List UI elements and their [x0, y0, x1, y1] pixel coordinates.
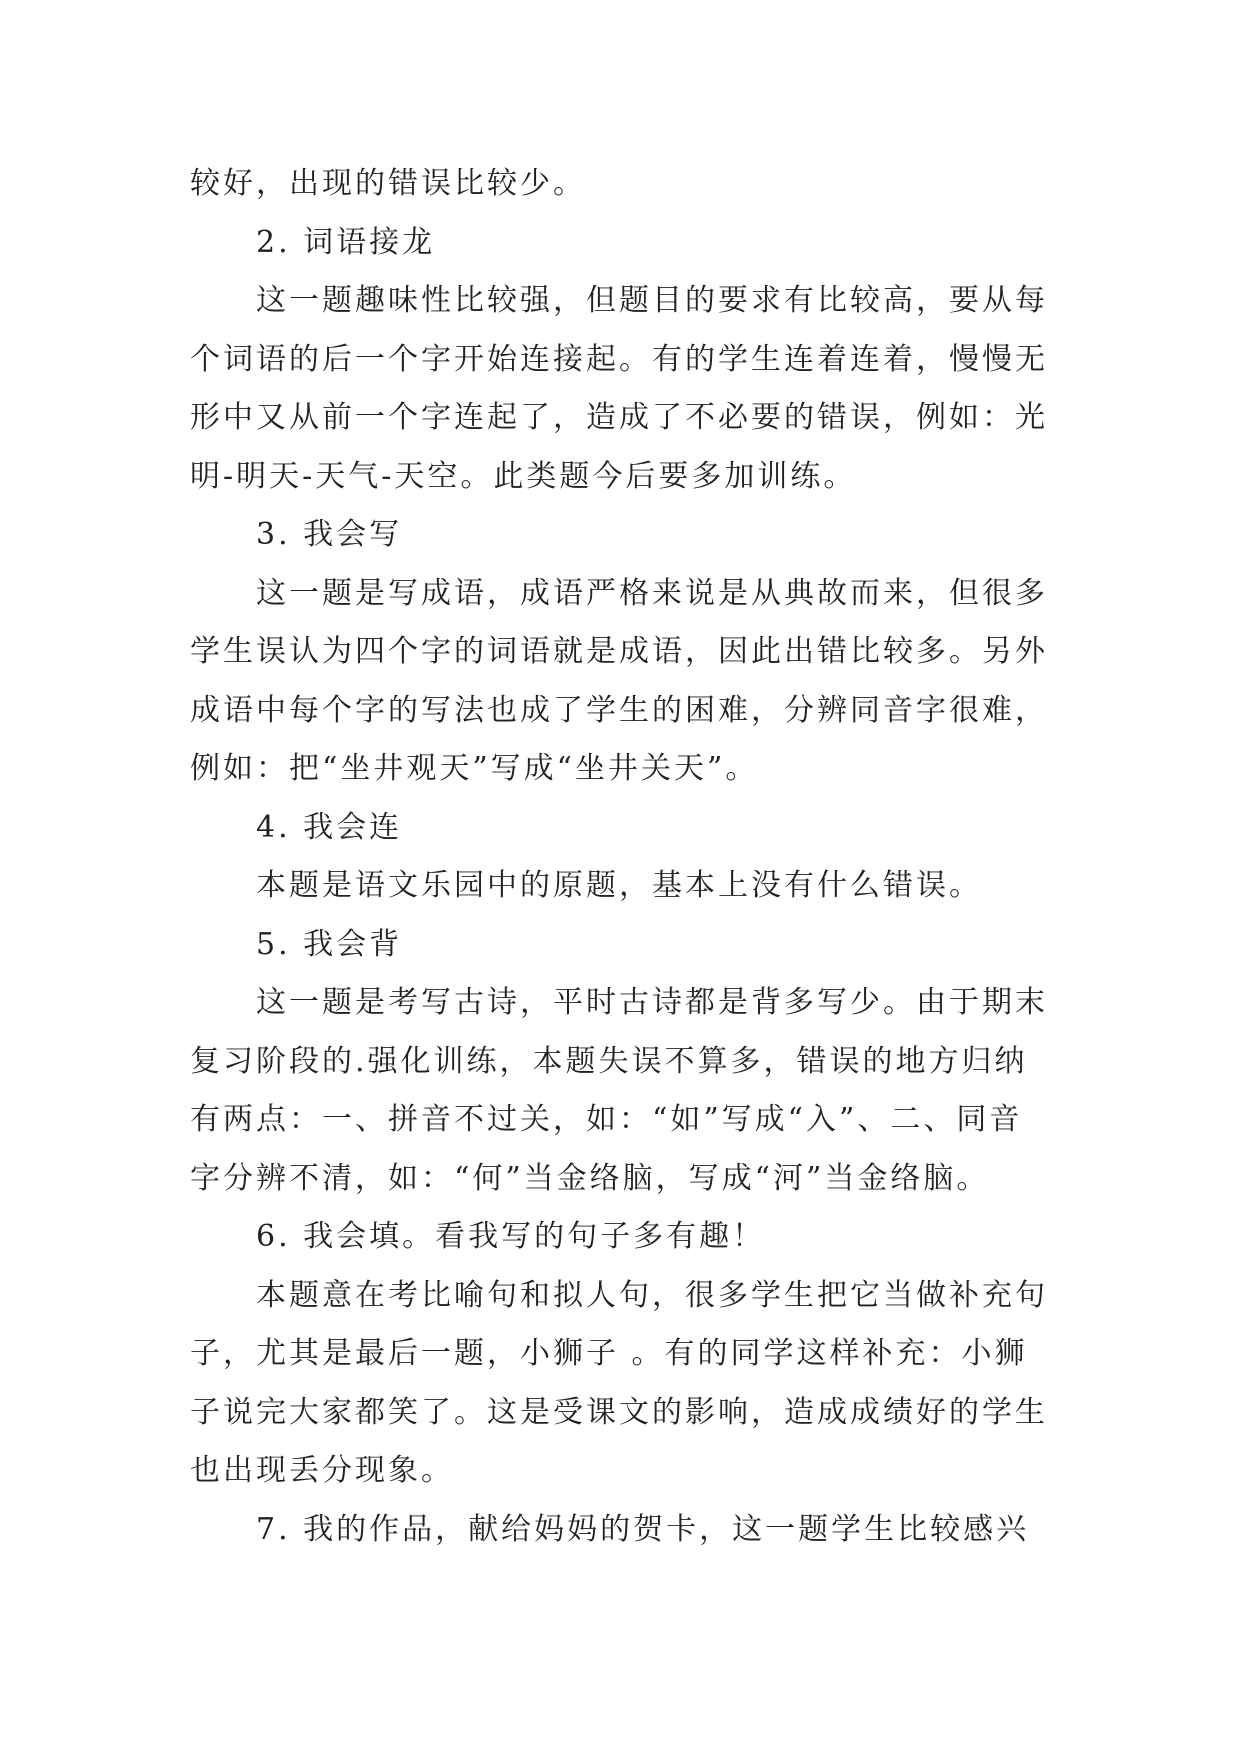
text-line: 3. 我会写	[256, 517, 403, 552]
text-line: 字分辨不清，如：“何”当金络脑，写成“河”当金络脑。	[190, 1160, 990, 1196]
text-line: 学生误认为四个字的词语就是成语，因此出错比较多。另外	[190, 634, 1048, 669]
text-line: 形中又从前一个字连起了，造成了不必要的错误，例如：光	[190, 400, 1048, 435]
text-line: 本题意在考比喻句和拟人句，很多学生把它当做补充句	[256, 1277, 1048, 1313]
text-line: 也出现丢分现象。	[190, 1453, 454, 1488]
text-line: 2. 词语接龙	[256, 224, 436, 260]
text-line: 子，尤其是最后一题，小狮子 。有的同学这样补充：小狮	[190, 1336, 1028, 1371]
text-line: 这一题是考写古诗，平时古诗都是背多写少。由于期末	[256, 985, 1048, 1020]
text-line: 例如：把“坐井观天”写成“坐井关天”。	[190, 751, 759, 786]
text-line: 这一题是写成语，成语严格来说是从典故而来，但很多	[256, 575, 1048, 611]
text-line: 6. 我会填。看我写的句子多有趣！	[256, 1219, 766, 1254]
text-line: 4. 我会连	[256, 809, 403, 845]
text-line: 明-明天-天气-天空。此类题今后要多加训练。	[190, 458, 857, 494]
text-line: 7. 我的作品，献给妈妈的贺卡，这一题学生比较感兴	[256, 1511, 1030, 1547]
text-line: 这一题趣味性比较强，但题目的要求有比较高，要从每	[256, 283, 1048, 318]
text-line: 有两点：一、拼音不过关，如：“如”写成“入”、二、同音	[190, 1102, 1023, 1137]
text-line: 个词语的后一个字开始连接起。有的学生连着连着，慢慢无	[190, 341, 1048, 377]
text-line: 成语中每个字的写法也成了学生的困难，分辨同音字很难，	[190, 692, 1048, 728]
text-line: 5. 我会背	[256, 926, 403, 962]
text-line: 子说完大家都笑了。这是受课文的影响，造成成绩好的学生	[190, 1394, 1048, 1430]
text-line: 本题是语文乐园中的原题，基本上没有什么错误。	[256, 868, 982, 903]
text-line: 较好，出现的错误比较少。	[190, 166, 586, 201]
text-line: 复习阶段的.强化训练，本题失误不算多，错误的地方归纳	[190, 1043, 1028, 1079]
document-body	[190, 155, 1070, 1559]
